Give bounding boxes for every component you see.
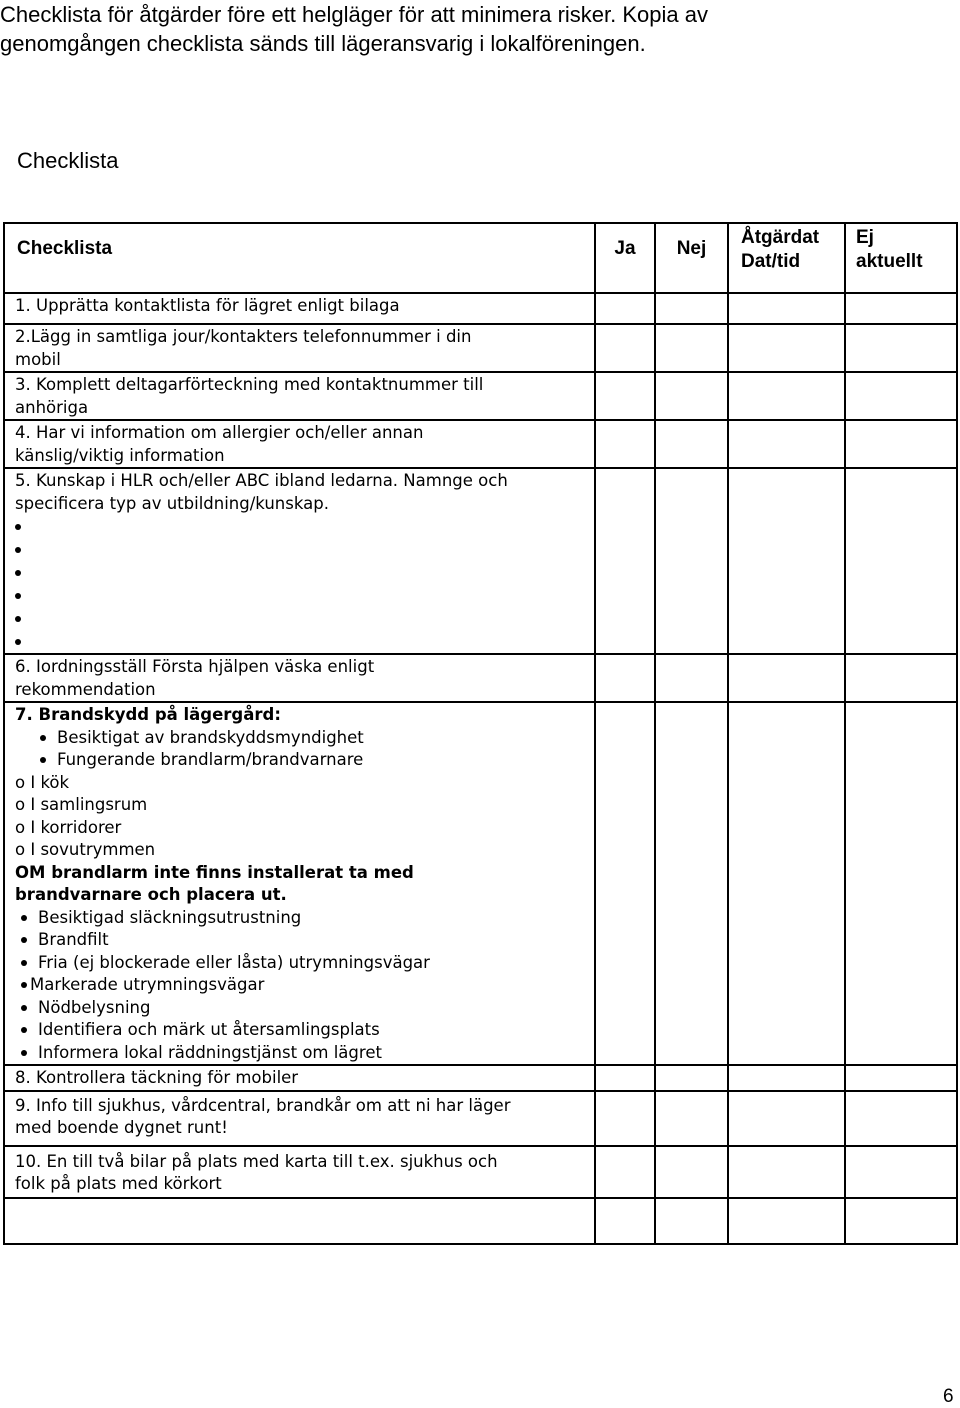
ja-cell[interactable] bbox=[595, 654, 655, 702]
task-text: folk på plats med körkort bbox=[15, 1174, 222, 1193]
bullet-icon bbox=[21, 937, 27, 943]
task-cell-empty[interactable] bbox=[4, 1198, 595, 1244]
list-item: Besiktigat av brandskyddsmyndighet bbox=[15, 727, 594, 750]
ja-cell[interactable] bbox=[595, 1091, 655, 1146]
atgardat-cell[interactable] bbox=[728, 468, 845, 654]
atgardat-cell[interactable] bbox=[728, 654, 845, 702]
checklist-table bbox=[3, 222, 958, 1245]
task-cell bbox=[4, 1146, 595, 1198]
table-row bbox=[4, 654, 957, 702]
list-item: Nödbelysning bbox=[15, 997, 594, 1020]
atgardat-cell[interactable] bbox=[728, 324, 845, 372]
list-item: Brandfilt bbox=[15, 929, 594, 952]
ej-aktuellt-cell[interactable] bbox=[845, 420, 957, 468]
ej-aktuellt-cell[interactable] bbox=[845, 324, 957, 372]
header-nej: Nej bbox=[655, 223, 728, 293]
nej-cell[interactable] bbox=[655, 1065, 728, 1091]
sub-item: o I sovutrymmen bbox=[15, 840, 156, 859]
ej-aktuellt-cell[interactable] bbox=[845, 372, 957, 420]
brandskydd-heading: 7. Brandskydd på lägergård: bbox=[15, 705, 281, 724]
table-row bbox=[4, 293, 957, 324]
atgardat-cell[interactable] bbox=[728, 1065, 845, 1091]
bullet-icon bbox=[21, 960, 27, 966]
nej-cell[interactable] bbox=[655, 1146, 728, 1198]
empty-bullet bbox=[15, 538, 594, 561]
ja-cell[interactable] bbox=[595, 1146, 655, 1198]
task-text: specificera typ av utbildning/kunskap. bbox=[15, 493, 329, 513]
warning-text: brandvarnare och placera ut. bbox=[15, 885, 287, 904]
bullet-icon bbox=[15, 524, 21, 530]
ej-aktuellt-cell[interactable] bbox=[845, 1198, 957, 1244]
table-row bbox=[4, 1146, 957, 1198]
nej-cell[interactable] bbox=[655, 293, 728, 324]
list-item: Fungerande brandlarm/brandvarnare bbox=[15, 749, 594, 772]
atgardat-cell[interactable] bbox=[728, 420, 845, 468]
nej-cell[interactable] bbox=[655, 324, 728, 372]
table-row bbox=[4, 420, 957, 468]
header-ej-aktuellt bbox=[845, 223, 957, 293]
task-text: känslig/viktig information bbox=[15, 445, 225, 465]
sub-item: o I korridorer bbox=[15, 817, 122, 837]
ej-aktuellt-cell[interactable] bbox=[845, 468, 957, 654]
header-ej-line1: Ej bbox=[856, 227, 874, 248]
nej-cell[interactable] bbox=[655, 1091, 728, 1146]
header-atgardat-line2: Dat/tid bbox=[741, 251, 801, 272]
bullet-icon bbox=[40, 735, 46, 741]
bullet-icon bbox=[15, 547, 21, 553]
nej-cell[interactable] bbox=[655, 1198, 728, 1244]
task-text: med boende dygnet runt! bbox=[15, 1118, 228, 1137]
ja-cell[interactable] bbox=[595, 324, 655, 372]
header-ej-line2: aktuellt bbox=[856, 251, 923, 272]
list-item: Besiktigad släckningsutrustning bbox=[15, 907, 594, 930]
bullet-icon bbox=[21, 1005, 27, 1011]
nej-cell[interactable] bbox=[655, 654, 728, 702]
nej-cell[interactable] bbox=[655, 702, 728, 1065]
table-row bbox=[4, 702, 957, 1065]
header-ja: Ja bbox=[595, 223, 655, 293]
task-cell bbox=[4, 293, 595, 324]
ej-aktuellt-cell[interactable] bbox=[845, 1065, 957, 1091]
bullet-icon bbox=[21, 915, 27, 921]
table-row bbox=[4, 1091, 957, 1146]
bullet-icon bbox=[40, 757, 46, 763]
table-row bbox=[4, 468, 957, 654]
list-item: Informera lokal räddningstjänst om lägret bbox=[15, 1042, 594, 1065]
task-text: 4. Har vi information om allergier och/eller annan bbox=[15, 423, 424, 442]
task-text: 9. Info till sjukhus, vårdcentral, brandkår om att ni har läger bbox=[15, 1095, 511, 1115]
task-cell bbox=[4, 654, 595, 702]
section-title: Checklista bbox=[17, 148, 119, 173]
task-text: 8. Kontrollera täckning för mobiler bbox=[15, 1068, 299, 1087]
task-cell bbox=[4, 324, 595, 372]
atgardat-cell[interactable] bbox=[728, 702, 845, 1065]
header-atgardat-line1: Åtgärdat bbox=[741, 227, 820, 248]
atgardat-cell[interactable] bbox=[728, 293, 845, 324]
table-row bbox=[4, 1065, 957, 1091]
atgardat-cell[interactable] bbox=[728, 1146, 845, 1198]
task-text: 2.Lägg in samtliga jour/kontakters telefonnummer i din bbox=[15, 327, 472, 346]
header-atgardat bbox=[728, 223, 845, 293]
header-checklist: Checklista bbox=[4, 223, 595, 293]
ja-cell[interactable] bbox=[595, 702, 655, 1065]
ej-aktuellt-cell[interactable] bbox=[845, 702, 957, 1065]
intro-line-1: Checklista för åtgärder före ett helgläger för att minimera risker. Kopia av bbox=[0, 2, 708, 27]
task-cell bbox=[4, 372, 595, 420]
list-item: Identifiera och märk ut återsamlingsplats bbox=[15, 1019, 594, 1042]
sub-item: o I samlingsrum bbox=[15, 795, 148, 814]
task-cell bbox=[4, 1091, 595, 1146]
ja-cell[interactable] bbox=[595, 1198, 655, 1244]
task-text: anhöriga bbox=[15, 397, 89, 417]
task-text: 6. Iordningsställ Första hjälpen väska enligt bbox=[15, 657, 375, 676]
task-cell bbox=[4, 1065, 595, 1091]
nej-cell[interactable] bbox=[655, 420, 728, 468]
task-text: rekommendation bbox=[15, 679, 156, 699]
ej-aktuellt-cell[interactable] bbox=[845, 1091, 957, 1146]
bullet-icon bbox=[21, 1050, 27, 1056]
bullet-icon bbox=[15, 593, 21, 599]
intro-text bbox=[0, 0, 945, 58]
empty-bullet bbox=[15, 630, 594, 653]
empty-bullet bbox=[15, 515, 594, 538]
bullet-icon bbox=[15, 570, 21, 576]
table-row bbox=[4, 372, 957, 420]
ej-aktuellt-cell[interactable] bbox=[845, 1146, 957, 1198]
page-number: 6 bbox=[943, 1386, 954, 1407]
intro-line-2: genomgången checklista sänds till lägeransvarig i lokalföreningen. bbox=[0, 31, 646, 56]
list-item: Fria (ej blockerade eller låsta) utrymningsvägar bbox=[15, 952, 594, 975]
atgardat-cell[interactable] bbox=[728, 1091, 845, 1146]
bullet-icon bbox=[15, 616, 21, 622]
bullet-icon bbox=[21, 982, 27, 988]
bullet-icon bbox=[21, 1027, 27, 1033]
nej-cell[interactable] bbox=[655, 468, 728, 654]
list-item: Markerade utrymningsvägar bbox=[15, 974, 594, 997]
task-cell bbox=[4, 420, 595, 468]
ej-aktuellt-cell[interactable] bbox=[845, 654, 957, 702]
ja-cell[interactable] bbox=[595, 293, 655, 324]
table-row-empty bbox=[4, 1198, 957, 1244]
table-row bbox=[4, 324, 957, 372]
nej-cell[interactable] bbox=[655, 372, 728, 420]
empty-bullet bbox=[15, 607, 594, 630]
atgardat-cell[interactable] bbox=[728, 1198, 845, 1244]
task-text: 10. En till två bilar på plats med karta till t.ex. sjukhus och bbox=[15, 1151, 498, 1171]
task-text: mobil bbox=[15, 349, 61, 369]
empty-bullet bbox=[15, 584, 594, 607]
ja-cell[interactable] bbox=[595, 372, 655, 420]
ej-aktuellt-cell[interactable] bbox=[845, 293, 957, 324]
ja-cell[interactable] bbox=[595, 1065, 655, 1091]
task-text: 3. Komplett deltagarförteckning med kontaktnummer till bbox=[15, 375, 484, 394]
empty-bullet bbox=[15, 561, 594, 584]
atgardat-cell[interactable] bbox=[728, 372, 845, 420]
bullet-icon bbox=[15, 639, 21, 645]
task-cell bbox=[4, 468, 595, 654]
task-text: 1. Upprätta kontaktlista för lägret enligt bilaga bbox=[15, 296, 400, 315]
task-text: 5. Kunskap i HLR och/eller ABC ibland ledarna. Namnge och bbox=[15, 471, 508, 490]
header-row bbox=[4, 223, 957, 293]
warning-text: OM brandlarm inte finns installerat ta med bbox=[15, 862, 414, 882]
sub-item: o I kök bbox=[15, 772, 70, 792]
ja-cell[interactable] bbox=[595, 468, 655, 654]
ja-cell[interactable] bbox=[595, 420, 655, 468]
task-cell bbox=[4, 702, 595, 1065]
